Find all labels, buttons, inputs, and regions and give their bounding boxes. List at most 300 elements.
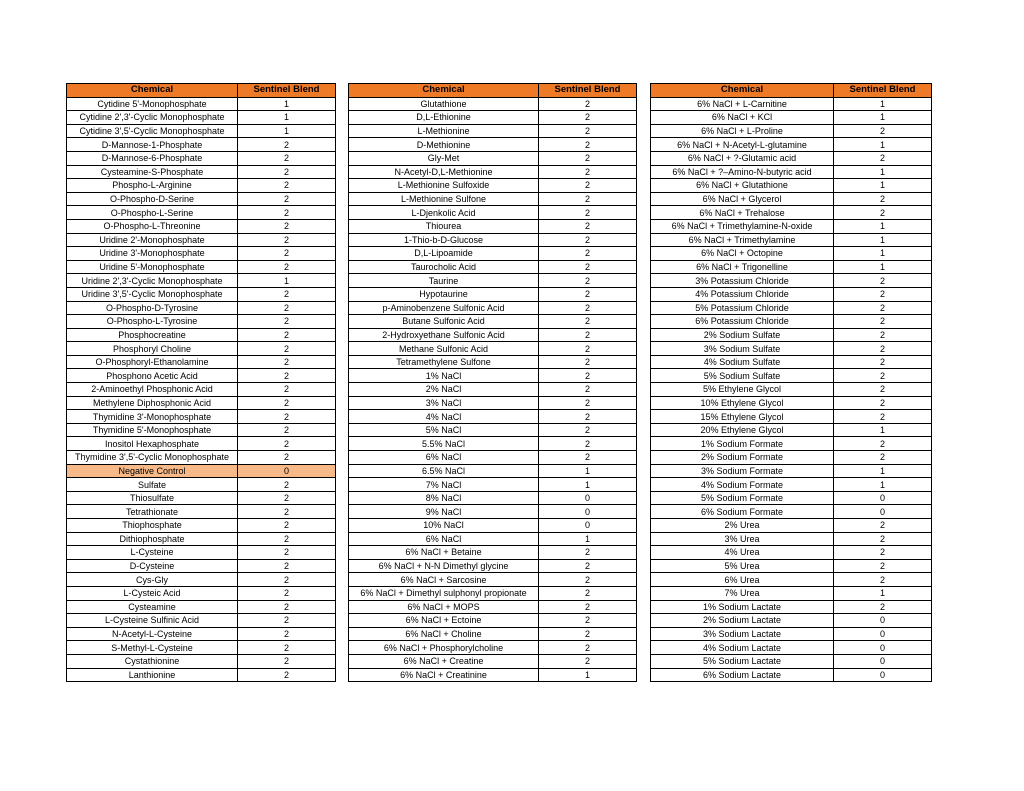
table-row — [651, 111, 932, 125]
chemical-cell: 6% NaCl + KCl — [651, 111, 834, 125]
blend-value-cell: 2 — [539, 355, 637, 369]
blend-value-cell: 2 — [238, 301, 336, 315]
table-row — [651, 423, 932, 437]
table-row — [651, 206, 932, 220]
blend-value-cell: 2 — [238, 206, 336, 220]
blend-value-cell: 2 — [238, 573, 336, 587]
blend-value-cell: 0 — [238, 464, 336, 478]
blend-value-cell: 2 — [834, 532, 932, 546]
chemical-cell: 6% NaCl + Trimethylamine-N-oxide — [651, 219, 834, 233]
blend-value-cell: 2 — [238, 627, 336, 641]
chemical-cell: 6% NaCl + Creatinine — [349, 668, 539, 682]
chemical-cell: Uridine 2',3'-Cyclic Monophosphate — [67, 274, 238, 288]
blend-value-cell: 2 — [539, 396, 637, 410]
table-row — [349, 328, 637, 342]
table-row — [651, 315, 932, 329]
table-row — [67, 179, 336, 193]
table-row — [349, 206, 637, 220]
blend-value-cell: 1 — [539, 668, 637, 682]
blend-value-cell: 2 — [834, 274, 932, 288]
blend-value-cell: 1 — [834, 219, 932, 233]
chemical-cell: 1% NaCl — [349, 369, 539, 383]
blend-value-cell: 2 — [238, 437, 336, 451]
chemical-header: Chemical — [67, 84, 238, 98]
blend-value-cell: 2 — [834, 573, 932, 587]
chemical-cell: 6% NaCl + MOPS — [349, 600, 539, 614]
table-row — [651, 369, 932, 383]
table-row — [67, 478, 336, 492]
chemical-cell: 3% Urea — [651, 532, 834, 546]
blend-value-cell: 0 — [834, 614, 932, 628]
chemical-cell: D-Mannose-6-Phosphate — [67, 151, 238, 165]
chemical-cell: 6% Sodium Lactate — [651, 668, 834, 682]
table-row — [651, 519, 932, 533]
chemical-cell: Glutathione — [349, 97, 539, 111]
blend-value-cell: 1 — [834, 247, 932, 261]
blend-value-cell: 2 — [834, 383, 932, 397]
table-row — [651, 478, 932, 492]
chemical-cell: Lanthionine — [67, 668, 238, 682]
blend-value-cell: 2 — [539, 301, 637, 315]
chemical-cell: 7% NaCl — [349, 478, 539, 492]
chemical-cell: Cysteamine-S-Phosphate — [67, 165, 238, 179]
blend-value-cell: 2 — [539, 573, 637, 587]
table-row — [67, 206, 336, 220]
chemical-cell: 6% NaCl + Choline — [349, 627, 539, 641]
chemical-cell: 2-Hydroxyethane Sulfonic Acid — [349, 328, 539, 342]
table-row — [651, 138, 932, 152]
blend-value-cell: 2 — [238, 219, 336, 233]
chemical-cell: 5% NaCl — [349, 423, 539, 437]
table-row — [67, 396, 336, 410]
table-row — [349, 464, 637, 478]
table-row — [67, 328, 336, 342]
chemical-cell: 8% NaCl — [349, 491, 539, 505]
chemical-cell: 2% Sodium Sulfate — [651, 328, 834, 342]
table-row — [67, 315, 336, 329]
blend-value-cell: 2 — [539, 328, 637, 342]
table-row — [651, 328, 932, 342]
table-row — [349, 369, 637, 383]
blend-value-cell: 2 — [539, 559, 637, 573]
table-row — [349, 97, 637, 111]
table-row — [651, 532, 932, 546]
chemical-table-2 — [348, 83, 637, 682]
chemical-cell: 6% NaCl + Trehalose — [651, 206, 834, 220]
chemical-cell: L-Cysteine — [67, 546, 238, 560]
chemical-header: Chemical — [349, 84, 539, 98]
chemical-cell: D-Cysteine — [67, 559, 238, 573]
blend-value-cell: 2 — [238, 315, 336, 329]
table-row — [349, 478, 637, 492]
blend-value-cell: 2 — [834, 410, 932, 424]
blend-value-cell: 1 — [834, 179, 932, 193]
blend-value-cell: 2 — [834, 342, 932, 356]
table-row — [349, 519, 637, 533]
blend-value-cell: 1 — [834, 586, 932, 600]
table-row — [651, 233, 932, 247]
table-row — [67, 342, 336, 356]
table-row — [67, 369, 336, 383]
table-row — [651, 342, 932, 356]
chemical-cell: O-Phospho-L-Serine — [67, 206, 238, 220]
table-row — [651, 260, 932, 274]
blend-value-cell: 2 — [539, 151, 637, 165]
header-row — [651, 84, 932, 98]
blend-value-cell: 2 — [238, 233, 336, 247]
chemical-cell: 4% Urea — [651, 546, 834, 560]
table-row — [67, 287, 336, 301]
blend-value-cell: 2 — [539, 546, 637, 560]
chemical-cell: 6% NaCl + ?-Glutamic acid — [651, 151, 834, 165]
chemical-cell: 6% NaCl + Creatine — [349, 654, 539, 668]
chemical-cell: Tetramethylene Sulfone — [349, 355, 539, 369]
blend-value-cell: 2 — [238, 532, 336, 546]
table-row — [67, 383, 336, 397]
chemical-cell: 6% Urea — [651, 573, 834, 587]
table-row — [651, 247, 932, 261]
chemical-cell: 1-Thio-b-D-Glucose — [349, 233, 539, 247]
blend-value-cell: 2 — [238, 247, 336, 261]
table-row — [651, 505, 932, 519]
blend-value-cell: 2 — [238, 179, 336, 193]
blend-value-cell: 2 — [238, 355, 336, 369]
table-row — [349, 192, 637, 206]
chemical-cell: Thymidine 5'-Monophosphate — [67, 423, 238, 437]
chemical-cell: 6% NaCl + Glutathione — [651, 179, 834, 193]
chemical-cell: D,L-Lipoamide — [349, 247, 539, 261]
blend-value-cell: 1 — [238, 124, 336, 138]
table-row — [67, 111, 336, 125]
table-row — [67, 247, 336, 261]
blend-value-cell: 2 — [834, 301, 932, 315]
chemical-cell: L-Cysteic Acid — [67, 586, 238, 600]
chemical-cell: 2% Sodium Formate — [651, 451, 834, 465]
blend-value-cell: 2 — [834, 355, 932, 369]
table-row — [651, 396, 932, 410]
chemical-cell: Phosphoryl Choline — [67, 342, 238, 356]
chemical-cell: L-Cysteine Sulfinic Acid — [67, 614, 238, 628]
blend-value-cell: 2 — [539, 97, 637, 111]
chemical-cell: Uridine 2'-Monophosphate — [67, 233, 238, 247]
chemical-cell: 5% Sodium Formate — [651, 491, 834, 505]
table-row — [349, 505, 637, 519]
chemical-cell: p-Aminobenzene Sulfonic Acid — [349, 301, 539, 315]
table-row — [651, 627, 932, 641]
table-row — [349, 586, 637, 600]
table-row — [349, 546, 637, 560]
chemical-cell: 6% NaCl + Phosphorylcholine — [349, 641, 539, 655]
chemical-cell: 4% Potassium Chloride — [651, 287, 834, 301]
chemical-cell: 4% Sodium Formate — [651, 478, 834, 492]
blend-value-cell: 0 — [834, 491, 932, 505]
table-row — [651, 559, 932, 573]
table-row — [67, 641, 336, 655]
blend-value-cell: 1 — [238, 111, 336, 125]
chemical-cell: N-Acetyl-L-Cysteine — [67, 627, 238, 641]
blend-value-cell: 2 — [238, 342, 336, 356]
table-row — [349, 219, 637, 233]
blend-value-cell: 1 — [539, 464, 637, 478]
blend-value-cell: 0 — [834, 654, 932, 668]
sentinel-blend-header: Sentinel Blend — [539, 84, 637, 98]
chemical-cell: Cys-Gly — [67, 573, 238, 587]
blend-value-cell: 2 — [238, 559, 336, 573]
chemical-cell: Cysteamine — [67, 600, 238, 614]
chemical-table-1 — [66, 83, 336, 682]
chemical-cell: O-Phospho-L-Threonine — [67, 219, 238, 233]
table-row — [67, 654, 336, 668]
blend-value-cell: 1 — [834, 260, 932, 274]
blend-value-cell: 2 — [539, 437, 637, 451]
blend-value-cell: 2 — [834, 206, 932, 220]
blend-value-cell: 2 — [238, 192, 336, 206]
blend-value-cell: 2 — [834, 151, 932, 165]
blend-value-cell: 2 — [834, 519, 932, 533]
chemical-cell: Butane Sulfonic Acid — [349, 315, 539, 329]
header-row — [67, 84, 336, 98]
chemical-cell: 5% Ethylene Glycol — [651, 383, 834, 397]
blend-value-cell: 2 — [539, 627, 637, 641]
chemical-cell: 3% Sodium Lactate — [651, 627, 834, 641]
table-row — [67, 451, 336, 465]
blend-value-cell: 2 — [238, 410, 336, 424]
table-row — [651, 179, 932, 193]
blend-value-cell: 1 — [238, 274, 336, 288]
table-row — [349, 260, 637, 274]
blend-value-cell: 2 — [238, 586, 336, 600]
table-row — [349, 451, 637, 465]
chemical-cell: Uridine 5'-Monophosphate — [67, 260, 238, 274]
chemical-cell: 6% NaCl + Ectoine — [349, 614, 539, 628]
table-row — [67, 355, 336, 369]
blend-value-cell: 2 — [834, 437, 932, 451]
table-row — [67, 464, 336, 478]
table-row — [349, 396, 637, 410]
chemical-cell: Cytidine 2',3'-Cyclic Monophosphate — [67, 111, 238, 125]
chemical-cell: 6% NaCl + Dimethyl sulphonyl propionate — [349, 586, 539, 600]
table-row — [67, 124, 336, 138]
table-row — [651, 451, 932, 465]
blend-value-cell: 2 — [834, 396, 932, 410]
blend-value-cell: 0 — [834, 627, 932, 641]
blend-value-cell: 2 — [834, 328, 932, 342]
table-row — [651, 573, 932, 587]
blend-value-cell: 2 — [238, 451, 336, 465]
table-row — [349, 355, 637, 369]
blend-value-cell: 2 — [834, 369, 932, 383]
table-row — [349, 247, 637, 261]
chemical-cell: Dithiophosphate — [67, 532, 238, 546]
sentinel-blend-header: Sentinel Blend — [834, 84, 932, 98]
blend-value-cell: 1 — [834, 423, 932, 437]
blend-value-cell: 2 — [539, 383, 637, 397]
blend-value-cell: 2 — [238, 328, 336, 342]
table-row — [349, 410, 637, 424]
table-row — [651, 641, 932, 655]
blend-value-cell: 2 — [539, 451, 637, 465]
chemical-cell: Inositol Hexaphosphate — [67, 437, 238, 451]
blend-value-cell: 1 — [238, 97, 336, 111]
chemical-cell: 3% Potassium Chloride — [651, 274, 834, 288]
table-row — [67, 260, 336, 274]
blend-value-cell: 2 — [539, 179, 637, 193]
table-row — [349, 383, 637, 397]
chemical-cell: 9% NaCl — [349, 505, 539, 519]
chemical-cell: Cytidine 5'-Monophosphate — [67, 97, 238, 111]
chemical-cell: D-Methionine — [349, 138, 539, 152]
table-row — [349, 532, 637, 546]
blend-value-cell: 2 — [238, 641, 336, 655]
table-row — [651, 668, 932, 682]
blend-value-cell: 0 — [539, 519, 637, 533]
chemical-cell: 6% NaCl + Sarcosine — [349, 573, 539, 587]
table-row — [651, 219, 932, 233]
chemical-cell: 7% Urea — [651, 586, 834, 600]
chemical-cell: 6% NaCl + Trigonelline — [651, 260, 834, 274]
chemical-cell: Thiophosphate — [67, 519, 238, 533]
chemical-cell: D-Mannose-1-Phosphate — [67, 138, 238, 152]
blend-value-cell: 2 — [539, 206, 637, 220]
blend-value-cell: 2 — [539, 410, 637, 424]
blend-value-cell: 1 — [539, 478, 637, 492]
chemical-cell: Methylene Diphosphonic Acid — [67, 396, 238, 410]
chemical-cell: Negative Control — [67, 464, 238, 478]
table-row — [651, 437, 932, 451]
blend-value-cell: 1 — [539, 532, 637, 546]
table-row — [67, 519, 336, 533]
table-row — [651, 586, 932, 600]
blend-value-cell: 2 — [539, 315, 637, 329]
chemical-cell: O-Phospho-D-Serine — [67, 192, 238, 206]
blend-value-cell: 2 — [238, 654, 336, 668]
blend-value-cell: 2 — [539, 219, 637, 233]
table-row — [651, 614, 932, 628]
table-row — [349, 437, 637, 451]
table-row — [349, 627, 637, 641]
blend-value-cell: 2 — [539, 124, 637, 138]
blend-value-cell: 2 — [238, 383, 336, 397]
table-row — [651, 355, 932, 369]
table-row — [651, 274, 932, 288]
blend-value-cell: 2 — [539, 233, 637, 247]
blend-value-cell: 2 — [539, 369, 637, 383]
table-row — [67, 274, 336, 288]
table-row — [67, 505, 336, 519]
chemical-cell: O-Phospho-D-Tyrosine — [67, 301, 238, 315]
chemical-cell: 6% NaCl + Betaine — [349, 546, 539, 560]
blend-value-cell: 1 — [834, 97, 932, 111]
chemical-cell: 4% NaCl — [349, 410, 539, 424]
chemical-cell: 6% Sodium Formate — [651, 505, 834, 519]
chemical-cell: Tetrathionate — [67, 505, 238, 519]
blend-value-cell: 2 — [539, 586, 637, 600]
chemical-cell: L-Methionine Sulfone — [349, 192, 539, 206]
chemical-cell: Gly-Met — [349, 151, 539, 165]
chemical-cell: 6% NaCl + Trimethylamine — [651, 233, 834, 247]
blend-value-cell: 2 — [539, 641, 637, 655]
chemical-cell: 5% Sodium Sulfate — [651, 369, 834, 383]
table-row — [67, 668, 336, 682]
blend-value-cell: 0 — [834, 641, 932, 655]
chemical-cell: 6% NaCl + N-N Dimethyl glycine — [349, 559, 539, 573]
blend-value-cell: 2 — [834, 546, 932, 560]
blend-value-cell: 2 — [539, 192, 637, 206]
table-row — [651, 165, 932, 179]
table-row — [651, 192, 932, 206]
blend-value-cell: 2 — [238, 668, 336, 682]
table-row — [349, 559, 637, 573]
chemical-cell: 1% Sodium Lactate — [651, 600, 834, 614]
table-row — [349, 138, 637, 152]
chemical-cell: Thiosulfate — [67, 491, 238, 505]
table-row — [67, 165, 336, 179]
blend-value-cell: 2 — [834, 287, 932, 301]
blend-value-cell: 2 — [238, 287, 336, 301]
table-row — [349, 151, 637, 165]
chemical-cell: 6% NaCl — [349, 451, 539, 465]
chemical-cell: 3% NaCl — [349, 396, 539, 410]
blend-value-cell: 0 — [834, 668, 932, 682]
table-row — [651, 464, 932, 478]
blend-value-cell: 2 — [539, 138, 637, 152]
table-row — [349, 423, 637, 437]
table-row — [651, 287, 932, 301]
table-row — [349, 654, 637, 668]
blend-value-cell: 2 — [834, 315, 932, 329]
table-row — [67, 546, 336, 560]
table-row — [349, 124, 637, 138]
table-row — [67, 233, 336, 247]
chemical-cell: 2-Aminoethyl Phosphonic Acid — [67, 383, 238, 397]
chemical-cell: 3% Sodium Formate — [651, 464, 834, 478]
chemical-cell: 6% NaCl — [349, 532, 539, 546]
table-row — [67, 586, 336, 600]
table-row — [67, 219, 336, 233]
table-row — [67, 627, 336, 641]
table-row — [651, 97, 932, 111]
chemical-cell: Methane Sulfonic Acid — [349, 342, 539, 356]
blend-value-cell: 2 — [238, 519, 336, 533]
chemical-cell: 3% Sodium Sulfate — [651, 342, 834, 356]
blend-value-cell: 2 — [539, 654, 637, 668]
blend-value-cell: 0 — [834, 505, 932, 519]
blend-value-cell: 1 — [834, 111, 932, 125]
blend-value-cell: 2 — [539, 614, 637, 628]
table-row — [349, 668, 637, 682]
table-row — [67, 600, 336, 614]
table-row — [67, 192, 336, 206]
blend-value-cell: 1 — [834, 464, 932, 478]
chemical-cell: 1% Sodium Formate — [651, 437, 834, 451]
blend-value-cell: 2 — [238, 369, 336, 383]
chemical-cell: N-Acetyl-D,L-Methionine — [349, 165, 539, 179]
chemical-cell: 2% NaCl — [349, 383, 539, 397]
chemical-cell: Thymidine 3'-Monophosphate — [67, 410, 238, 424]
table-row — [651, 383, 932, 397]
sentinel-blend-header: Sentinel Blend — [238, 84, 336, 98]
blend-value-cell: 2 — [834, 600, 932, 614]
blend-value-cell: 2 — [834, 124, 932, 138]
blend-value-cell: 2 — [238, 260, 336, 274]
blend-value-cell: 2 — [539, 423, 637, 437]
blend-value-cell: 2 — [539, 274, 637, 288]
chemical-cell: Cystathionine — [67, 654, 238, 668]
chemical-cell: 6% NaCl + L-Proline — [651, 124, 834, 138]
blend-value-cell: 2 — [539, 111, 637, 125]
blend-value-cell: 2 — [834, 559, 932, 573]
chemical-cell: Uridine 3'-Monophosphate — [67, 247, 238, 261]
